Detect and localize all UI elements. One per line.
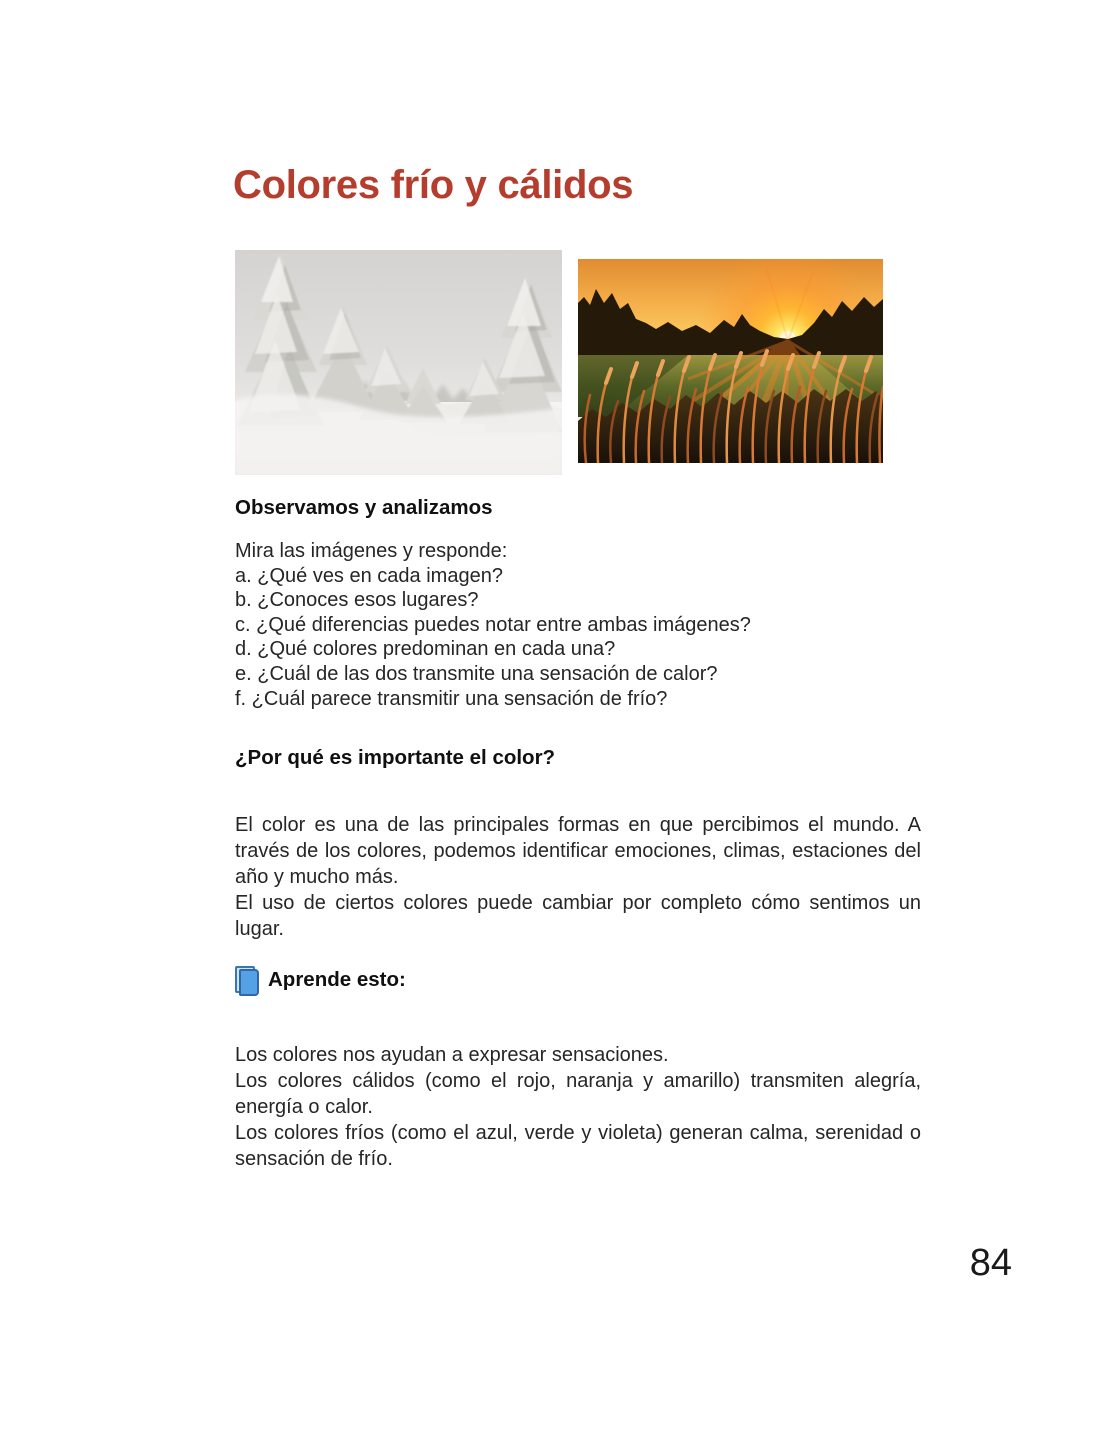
question-item: b. ¿Conoces esos lugares? [235, 589, 479, 612]
winter-forest-photo [235, 250, 562, 475]
page-number: 84 [969, 1242, 1012, 1284]
question-item: e. ¿Cuál de las dos transmite una sensación de calor? [235, 662, 718, 685]
paragraph: El uso de ciertos colores puede cambiar por completo cómo sentimos un lugar. [235, 892, 921, 940]
sunset-field-photo [578, 259, 883, 463]
question-item: a. ¿Qué ves en cada imagen? [235, 564, 503, 587]
importance-paragraphs [235, 812, 921, 942]
paragraph: Los colores cálidos (como el rojo, naranja y amarillo) transmiten alegría, energía o calor. [235, 1070, 921, 1118]
paragraph: Los colores nos ayudan a expresar sensaciones. [235, 1044, 669, 1066]
blue-book-icon [235, 966, 258, 993]
learn-paragraphs [235, 1042, 921, 1172]
question-intro: Mira las imágenes y responde: [235, 540, 508, 562]
question-item: c. ¿Qué diferencias puedes notar entre ambas imágenes? [235, 613, 751, 636]
question-item: f. ¿Cuál parece transmitir una sensación de frío? [235, 687, 668, 710]
question-list [235, 539, 921, 711]
sunset-field-illustration [578, 259, 883, 463]
importance-heading: ¿Por qué es importante el color? [235, 746, 556, 769]
paragraph: Los colores fríos (como el azul, verde y violeta) generan calma, serenidad o sensación de frío. [235, 1122, 921, 1170]
winter-forest-illustration [235, 250, 562, 475]
observe-heading: Observamos y analizamos [235, 496, 493, 519]
question-item: d. ¿Qué colores predominan en cada una? [235, 638, 616, 661]
learn-heading: Aprende esto: [268, 967, 406, 991]
page-title: Colores frío y cálidos [233, 163, 634, 207]
paragraph: El color es una de las principales formas en que percibimos el mundo. A través de los colores, podemos identificar emociones, climas, estaciones del año y mucho más. [235, 814, 921, 888]
learn-heading-row [235, 966, 406, 993]
